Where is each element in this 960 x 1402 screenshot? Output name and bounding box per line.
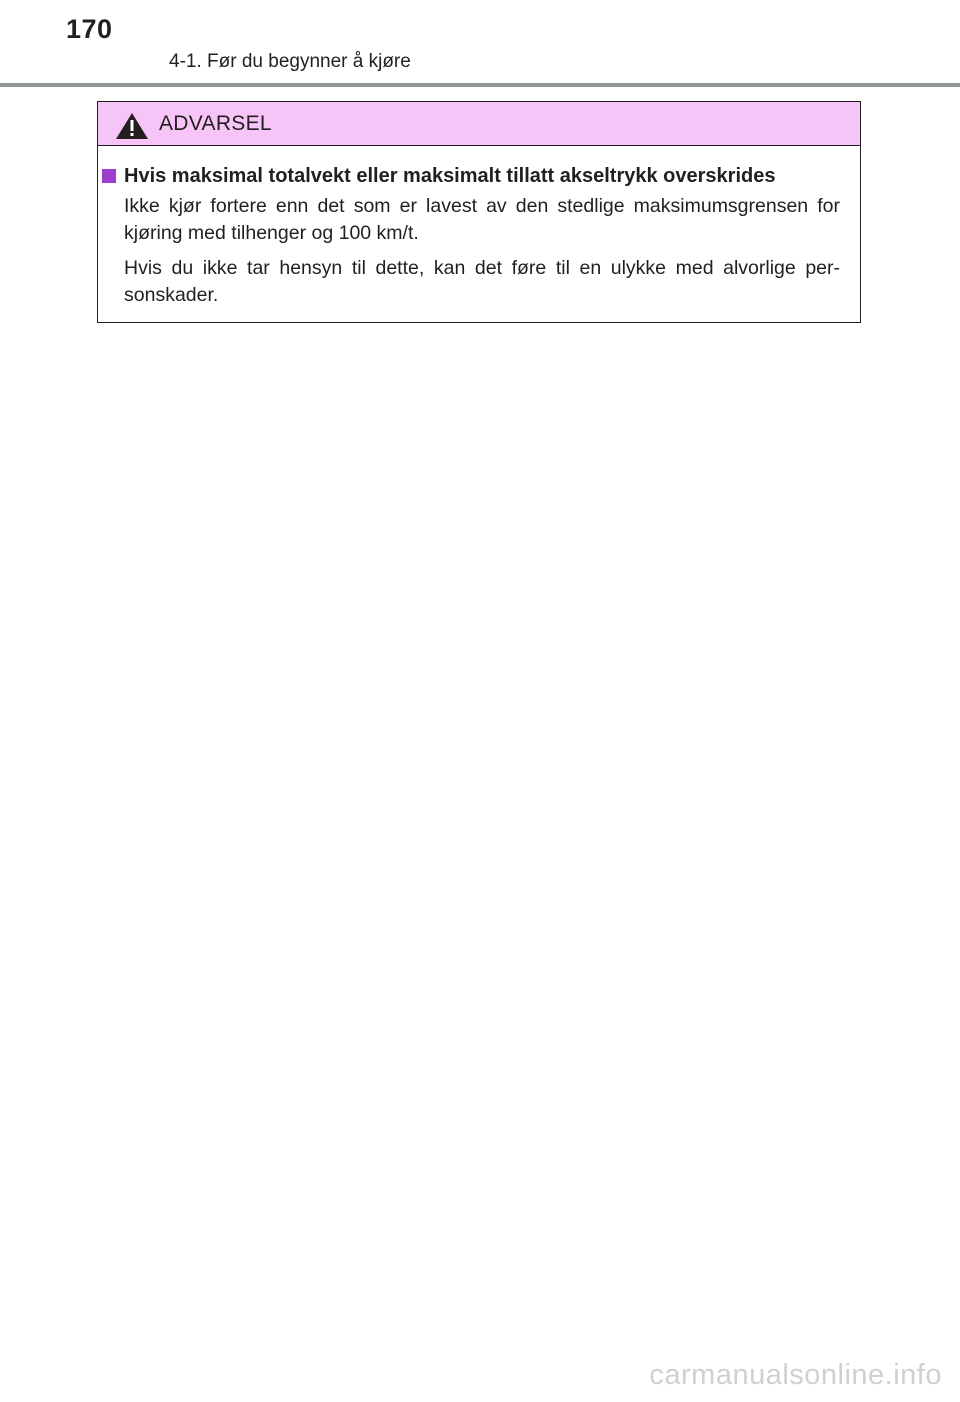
page-header <box>0 0 960 88</box>
watermark: carmanualsonline.info <box>649 1359 942 1391</box>
warning-header <box>98 102 860 146</box>
warning-heading-text: Hvis maksimal totalvekt eller maksimalt tillatt akseltrykk overskrides <box>124 165 776 187</box>
square-bullet-icon <box>102 169 116 183</box>
warning-body <box>98 146 860 309</box>
warning-triangle-icon <box>115 112 149 140</box>
warning-heading <box>124 163 840 189</box>
section-title: 4-1. Før du begynner å kjøre <box>169 51 411 72</box>
warning-paragraph: Ikke kjør fortere enn det som er lavest av den stedlige maksimumsgrensen for kjøring med tilhenger og 100 km/t. <box>124 195 840 244</box>
warning-paragraph: Hvis du ikke tar hensyn til dette, kan det føre til en ulykke med alvorlige per-sonskader. <box>124 257 840 306</box>
warning-box <box>97 101 861 323</box>
page-number: 170 <box>66 14 113 44</box>
warning-label: ADVARSEL <box>159 112 272 135</box>
header-divider <box>0 83 960 87</box>
